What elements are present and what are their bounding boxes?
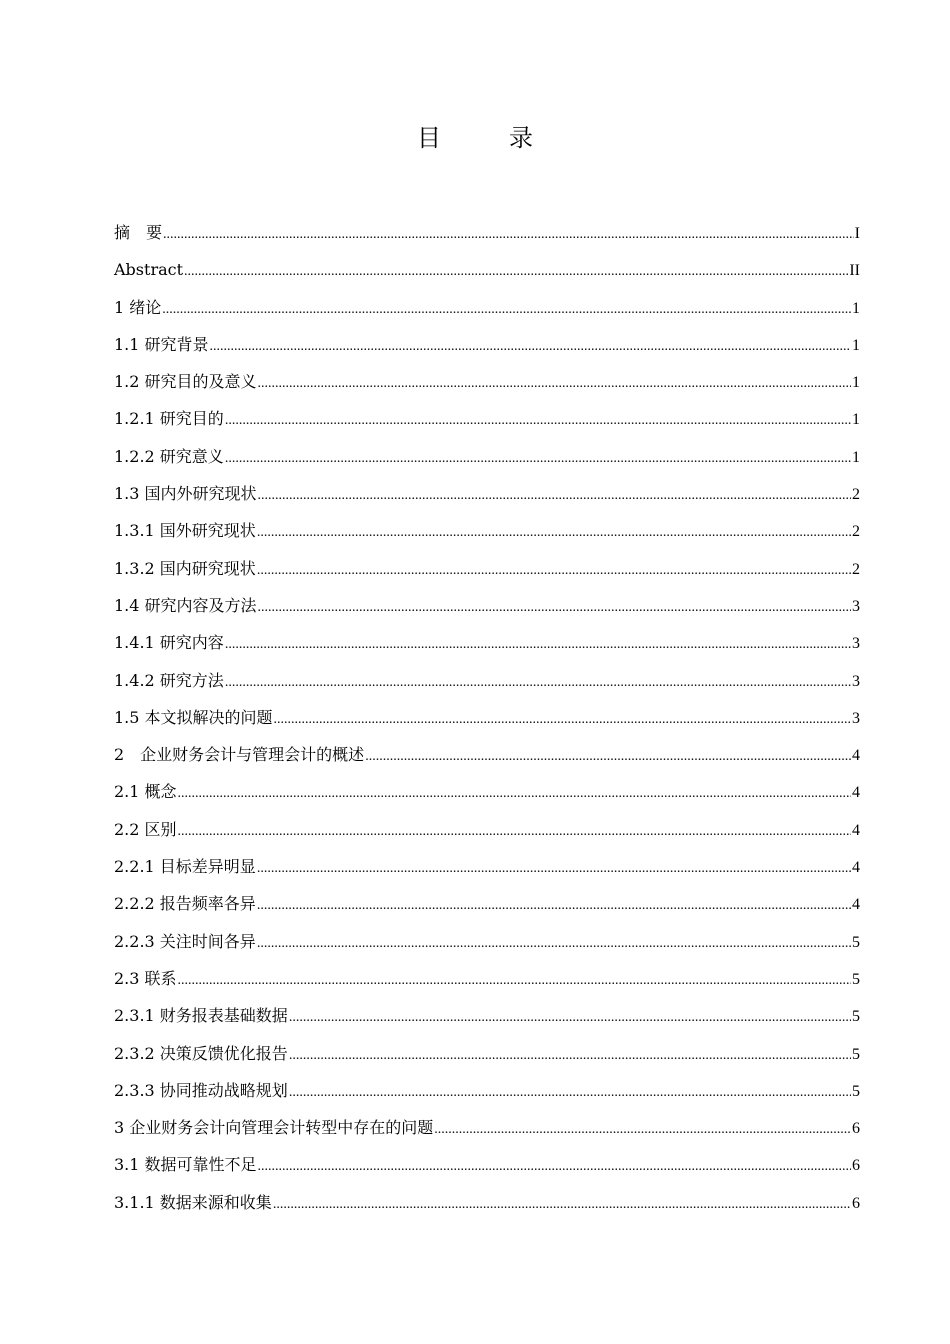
toc-entry-page: 5 (852, 970, 860, 988)
toc-leader-dots (257, 925, 851, 962)
toc-entry-page: 5 (852, 1082, 860, 1100)
toc-entry[interactable] (114, 550, 860, 587)
toc-entry-page: 6 (852, 1120, 860, 1138)
toc-leader-dots (289, 1037, 851, 1074)
toc-entry-label: 1.4 研究内容及方法 (114, 595, 257, 615)
toc-leader-dots (273, 1186, 851, 1223)
toc-entry-label: 3.1 数据可靠性不足 (114, 1155, 257, 1175)
toc-entry-page: 5 (852, 933, 860, 951)
toc-entry-label: 2.3.3 协同推动战略规划 (114, 1080, 288, 1100)
toc-entry-label: 2.3.1 财务报表基础数据 (114, 1006, 288, 1026)
toc-title: 目 录 (417, 124, 555, 152)
toc-entry[interactable] (114, 997, 860, 1034)
toc-entry[interactable] (114, 326, 860, 363)
toc-leader-dots (225, 440, 851, 477)
toc-leader-dots (289, 999, 851, 1036)
toc-entry-page: 5 (852, 1045, 860, 1063)
toc-entry-label: 1.5 本文拟解决的问题 (114, 707, 273, 727)
toc-entry-page: 2 (852, 486, 860, 504)
toc-entry-page: 4 (852, 784, 860, 802)
toc-entry-label: 2.2 区别 (114, 819, 177, 839)
toc-entry-page: 4 (852, 747, 860, 765)
toc-entry[interactable] (114, 363, 860, 400)
toc-entry[interactable] (114, 1146, 860, 1183)
toc-entry-label: 1.3.1 国外研究现状 (114, 521, 256, 541)
toc-leader-dots (257, 887, 851, 924)
toc-entry[interactable] (114, 251, 860, 288)
toc-entry-label: 2.2.1 目标差异明显 (114, 857, 256, 877)
toc-entry-page: 6 (852, 1157, 860, 1175)
toc-entry[interactable] (114, 624, 860, 661)
toc-leader-dots (178, 775, 851, 812)
toc-entry-label: 1.3 国内外研究现状 (114, 484, 257, 504)
toc-leader-dots (163, 216, 854, 253)
toc-entry-label: 1 绪论 (114, 297, 162, 317)
toc-entry[interactable] (114, 773, 860, 810)
toc-leader-dots (178, 813, 851, 850)
toc-leader-dots (365, 738, 851, 775)
toc-entry-page: 2 (852, 523, 860, 541)
toc-entry-page: 5 (852, 1008, 860, 1026)
toc-leader-dots (225, 402, 851, 439)
toc-leader-dots (225, 664, 851, 701)
toc-entry-label: 2.2.3 关注时间各异 (114, 931, 256, 951)
toc-entry-page: 3 (852, 672, 860, 690)
toc-entry-label: 1.4.2 研究方法 (114, 670, 224, 690)
toc-entry[interactable] (114, 400, 860, 437)
toc-entry[interactable] (114, 1072, 860, 1109)
toc-entry[interactable] (114, 1184, 860, 1221)
toc-entry-label: 1.3.2 国内研究现状 (114, 558, 256, 578)
toc-entry-label: 2.2.2 报告频率各异 (114, 894, 256, 914)
toc-entry-label: 1.2 研究目的及意义 (114, 372, 257, 392)
toc-entry[interactable] (114, 960, 860, 997)
toc-entry-page: II (849, 262, 860, 280)
toc-entry[interactable] (114, 1109, 860, 1146)
toc-leader-dots (257, 552, 851, 589)
toc-leader-dots (258, 365, 851, 402)
toc-leader-dots (210, 328, 851, 365)
toc-leader-dots (258, 589, 851, 626)
toc-entry-page: I (854, 225, 860, 242)
toc-leader-dots (258, 477, 851, 514)
toc-entry-page: 4 (852, 859, 860, 877)
toc-entry-label: Abstract (114, 260, 184, 280)
toc-entry-label: 1.2.2 研究意义 (114, 446, 224, 466)
toc-entry[interactable] (114, 811, 860, 848)
toc-entry-label: 1.4.1 研究内容 (114, 633, 224, 653)
toc-entry[interactable] (114, 923, 860, 960)
toc-entry-page: 4 (852, 896, 860, 914)
toc-entry[interactable] (114, 289, 860, 326)
toc-list (114, 214, 860, 1221)
toc-entry-page: 1 (852, 411, 860, 429)
toc-leader-dots (162, 291, 851, 328)
toc-entry[interactable] (114, 587, 860, 624)
toc-entry-page: 1 (852, 374, 860, 392)
toc-leader-dots (257, 850, 851, 887)
toc-leader-dots (184, 253, 848, 290)
toc-entry-page: 1 (852, 336, 860, 354)
toc-leader-dots (178, 962, 851, 999)
toc-entry[interactable] (114, 438, 860, 475)
toc-entry[interactable] (114, 848, 860, 885)
toc-entry-label: 2.3.2 决策反馈优化报告 (114, 1043, 288, 1063)
toc-entry[interactable] (114, 662, 860, 699)
toc-entry-page: 3 (852, 597, 860, 615)
toc-leader-dots (225, 626, 851, 663)
toc-entry-page: 3 (852, 635, 860, 653)
toc-entry-page: 6 (852, 1194, 860, 1212)
toc-entry-page: 2 (852, 560, 860, 578)
toc-entry-label: 摘 要 (114, 223, 163, 242)
toc-entry-label: 2.1 概念 (114, 782, 177, 802)
toc-entry-page: 1 (852, 299, 860, 317)
toc-leader-dots (274, 701, 851, 738)
toc-entry-page: 3 (852, 709, 860, 727)
toc-entry[interactable] (114, 512, 860, 549)
toc-leader-dots (258, 1148, 851, 1185)
toc-leader-dots (434, 1111, 851, 1148)
toc-entry[interactable] (114, 214, 860, 251)
toc-entry[interactable] (114, 1035, 860, 1072)
toc-entry-label: 3 企业财务会计向管理会计转型中存在的问题 (114, 1118, 434, 1138)
toc-entry[interactable] (114, 475, 860, 512)
toc-entry[interactable] (114, 885, 860, 922)
toc-entry-label: 3.1.1 数据来源和收集 (114, 1192, 272, 1212)
toc-entry-page: 1 (852, 448, 860, 466)
toc-entry-page: 4 (852, 821, 860, 839)
toc-entry-label: 2 企业财务会计与管理会计的概述 (114, 745, 365, 765)
toc-leader-dots (257, 514, 851, 551)
toc-entry[interactable] (114, 736, 860, 773)
toc-entry-label: 1.1 研究背景 (114, 334, 209, 354)
toc-leader-dots (289, 1074, 851, 1111)
toc-entry-label: 2.3 联系 (114, 968, 177, 988)
toc-entry[interactable] (114, 699, 860, 736)
toc-entry-label: 1.2.1 研究目的 (114, 409, 224, 429)
